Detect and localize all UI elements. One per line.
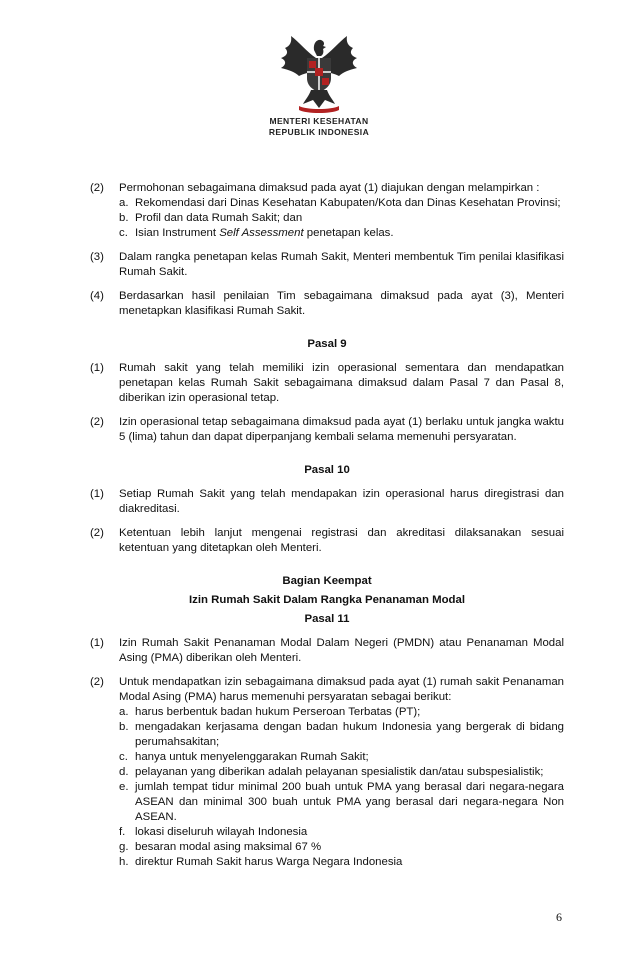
pasal8-ayat-4 <box>90 289 564 319</box>
list-item <box>119 226 564 241</box>
ayat-number: (2) <box>90 416 104 428</box>
list-item <box>119 196 564 211</box>
list-letter: c. <box>119 751 128 763</box>
ayat-number: (1) <box>90 488 104 500</box>
list-text-italic: Self Assessment <box>219 227 304 239</box>
ayat-number: (2) <box>90 182 104 194</box>
pasal8-ayat-3 <box>90 250 564 280</box>
ayat-text: Izin operasional tetap sebagaimana dimaksud pada ayat (1) berlaku untuk jangka waktu 5 (lima) tahun dan dapat diperpanjang kembali selama memenuhi persyaratan. <box>119 416 564 443</box>
ayat-text: Berdasarkan hasil penilaian Tim sebagaimana dimaksud pada ayat (3), Menteri menetapkan klasifikasi Rumah Sakit. <box>119 290 564 317</box>
pasal8-ayat-2 <box>90 181 564 241</box>
pasal11-title: Pasal 11 <box>304 613 350 625</box>
list-item <box>119 211 564 226</box>
list-item <box>119 720 564 750</box>
ayat-number: (2) <box>90 676 104 688</box>
list-item <box>119 750 564 765</box>
pasal9-ayat-1 <box>90 361 564 406</box>
list-letter: g. <box>119 841 129 853</box>
list-text: pelayanan yang diberikan adalah pelayanan spesialistik dan/atau subspesialistik; <box>135 766 544 778</box>
list-item <box>119 765 564 780</box>
ayat-text: Izin Rumah Sakit Penanaman Modal Dalam Negeri (PMDN) atau Penanaman Modal Asing (PMA) diberikan oleh Menteri. <box>119 637 564 664</box>
list-text-post: penetapan kelas. <box>303 227 394 239</box>
ayat-text: Dalam rangka penetapan kelas Rumah Sakit, Menteri membentuk Tim penilai klasifikasi Rumah Sakit. <box>119 251 564 278</box>
ayat-number: (1) <box>90 362 104 374</box>
list-letter: h. <box>119 856 129 868</box>
pasal9-title: Pasal 9 <box>307 338 347 350</box>
list-letter: a. <box>119 706 129 718</box>
ayat-text: Rumah sakit yang telah memiliki izin operasional sementara dan mendapatkan penetapan kelas Rumah Sakit sebagaimana dimaksud dalam Pasal 7 dan Pasal 8, diberikan izin operasional tetap. <box>119 362 564 404</box>
list-text: besaran modal asing maksimal 67 % <box>135 841 322 853</box>
pasal10-ayat-1 <box>90 487 564 517</box>
ministry-header <box>0 116 638 138</box>
garuda-emblem-icon <box>269 28 369 114</box>
ayat-text: Ketentuan lebih lanjut mengenai registrasi dan akreditasi dilaksanakan sesuai ketentuan yang ditetapkan oleh Menteri. <box>119 527 564 554</box>
list-text: mengadakan kerjasama dengan badan hukum Indonesia yang bergerak di bidang perumahsakitan; <box>135 721 564 748</box>
page-number: 6 <box>556 910 562 924</box>
list-letter: b. <box>119 212 129 224</box>
header-line-1: MENTERI KESEHATAN <box>269 116 369 126</box>
list-item <box>119 705 564 720</box>
pasal9-ayat-2 <box>90 415 564 445</box>
pasal11-ayat-1 <box>90 636 564 666</box>
list-text: direktur Rumah Sakit harus Warga Negara Indonesia <box>135 856 403 868</box>
list-text: Rekomendasi dari Dinas Kesehatan Kabupaten/Kota dan Dinas Kesehatan Provinsi; <box>135 197 561 209</box>
ayat-number: (2) <box>90 527 104 539</box>
list-letter: e. <box>119 781 129 793</box>
pasal10-ayat-2 <box>90 526 564 556</box>
list-letter: d. <box>119 766 129 778</box>
bagian-title: Bagian Keempat <box>282 575 372 587</box>
list-item <box>119 855 564 870</box>
list-text: harus berbentuk badan hukum Perseroan Terbatas (PT); <box>135 706 421 718</box>
document-body <box>90 181 564 870</box>
ayat-text: Untuk mendapatkan izin sebagaimana dimaksud pada ayat (1) rumah sakit Penanaman Modal Asing (PMA) harus memenuhi persyaratan sebagai berikut: <box>119 676 564 703</box>
list-text: lokasi diseluruh wilayah Indonesia <box>135 826 308 838</box>
list-text-pre: Isian Instrument <box>135 227 220 239</box>
ayat-number: (1) <box>90 637 104 649</box>
list-text: Profil dan data Rumah Sakit; dan <box>135 212 303 224</box>
ayat-text: Setiap Rumah Sakit yang telah mendapakan izin operasional harus diregistrasi dan diakreditasi. <box>119 488 564 515</box>
list-letter: f. <box>119 826 126 838</box>
list-text: hanya untuk menyelenggarakan Rumah Sakit; <box>135 751 369 763</box>
ayat-number: (3) <box>90 251 104 263</box>
list-text: jumlah tempat tidur minimal 200 buah untuk PMA yang berasal dari negara-negara ASEAN dan minimal 300 buah untuk PMA yang berasal dari negara-negara Non ASEAN. <box>135 781 564 823</box>
list-letter: a. <box>119 197 129 209</box>
header-line-2: REPUBLIK INDONESIA <box>268 127 370 137</box>
garuda-emblem <box>0 28 638 114</box>
list-item <box>119 780 564 825</box>
pasal10-title: Pasal 10 <box>304 464 350 476</box>
bagian-subtitle: Izin Rumah Sakit Dalam Rangka Penanaman Modal <box>189 594 465 606</box>
pasal11-ayat-2 <box>90 675 564 870</box>
ayat-number: (4) <box>90 290 104 302</box>
list-item <box>119 840 564 855</box>
list-letter: c. <box>119 227 128 239</box>
ayat-text: Permohonan sebagaimana dimaksud pada ayat (1) diajukan dengan melampirkan : <box>119 182 540 194</box>
list-letter: b. <box>119 721 129 733</box>
list-item <box>119 825 564 840</box>
